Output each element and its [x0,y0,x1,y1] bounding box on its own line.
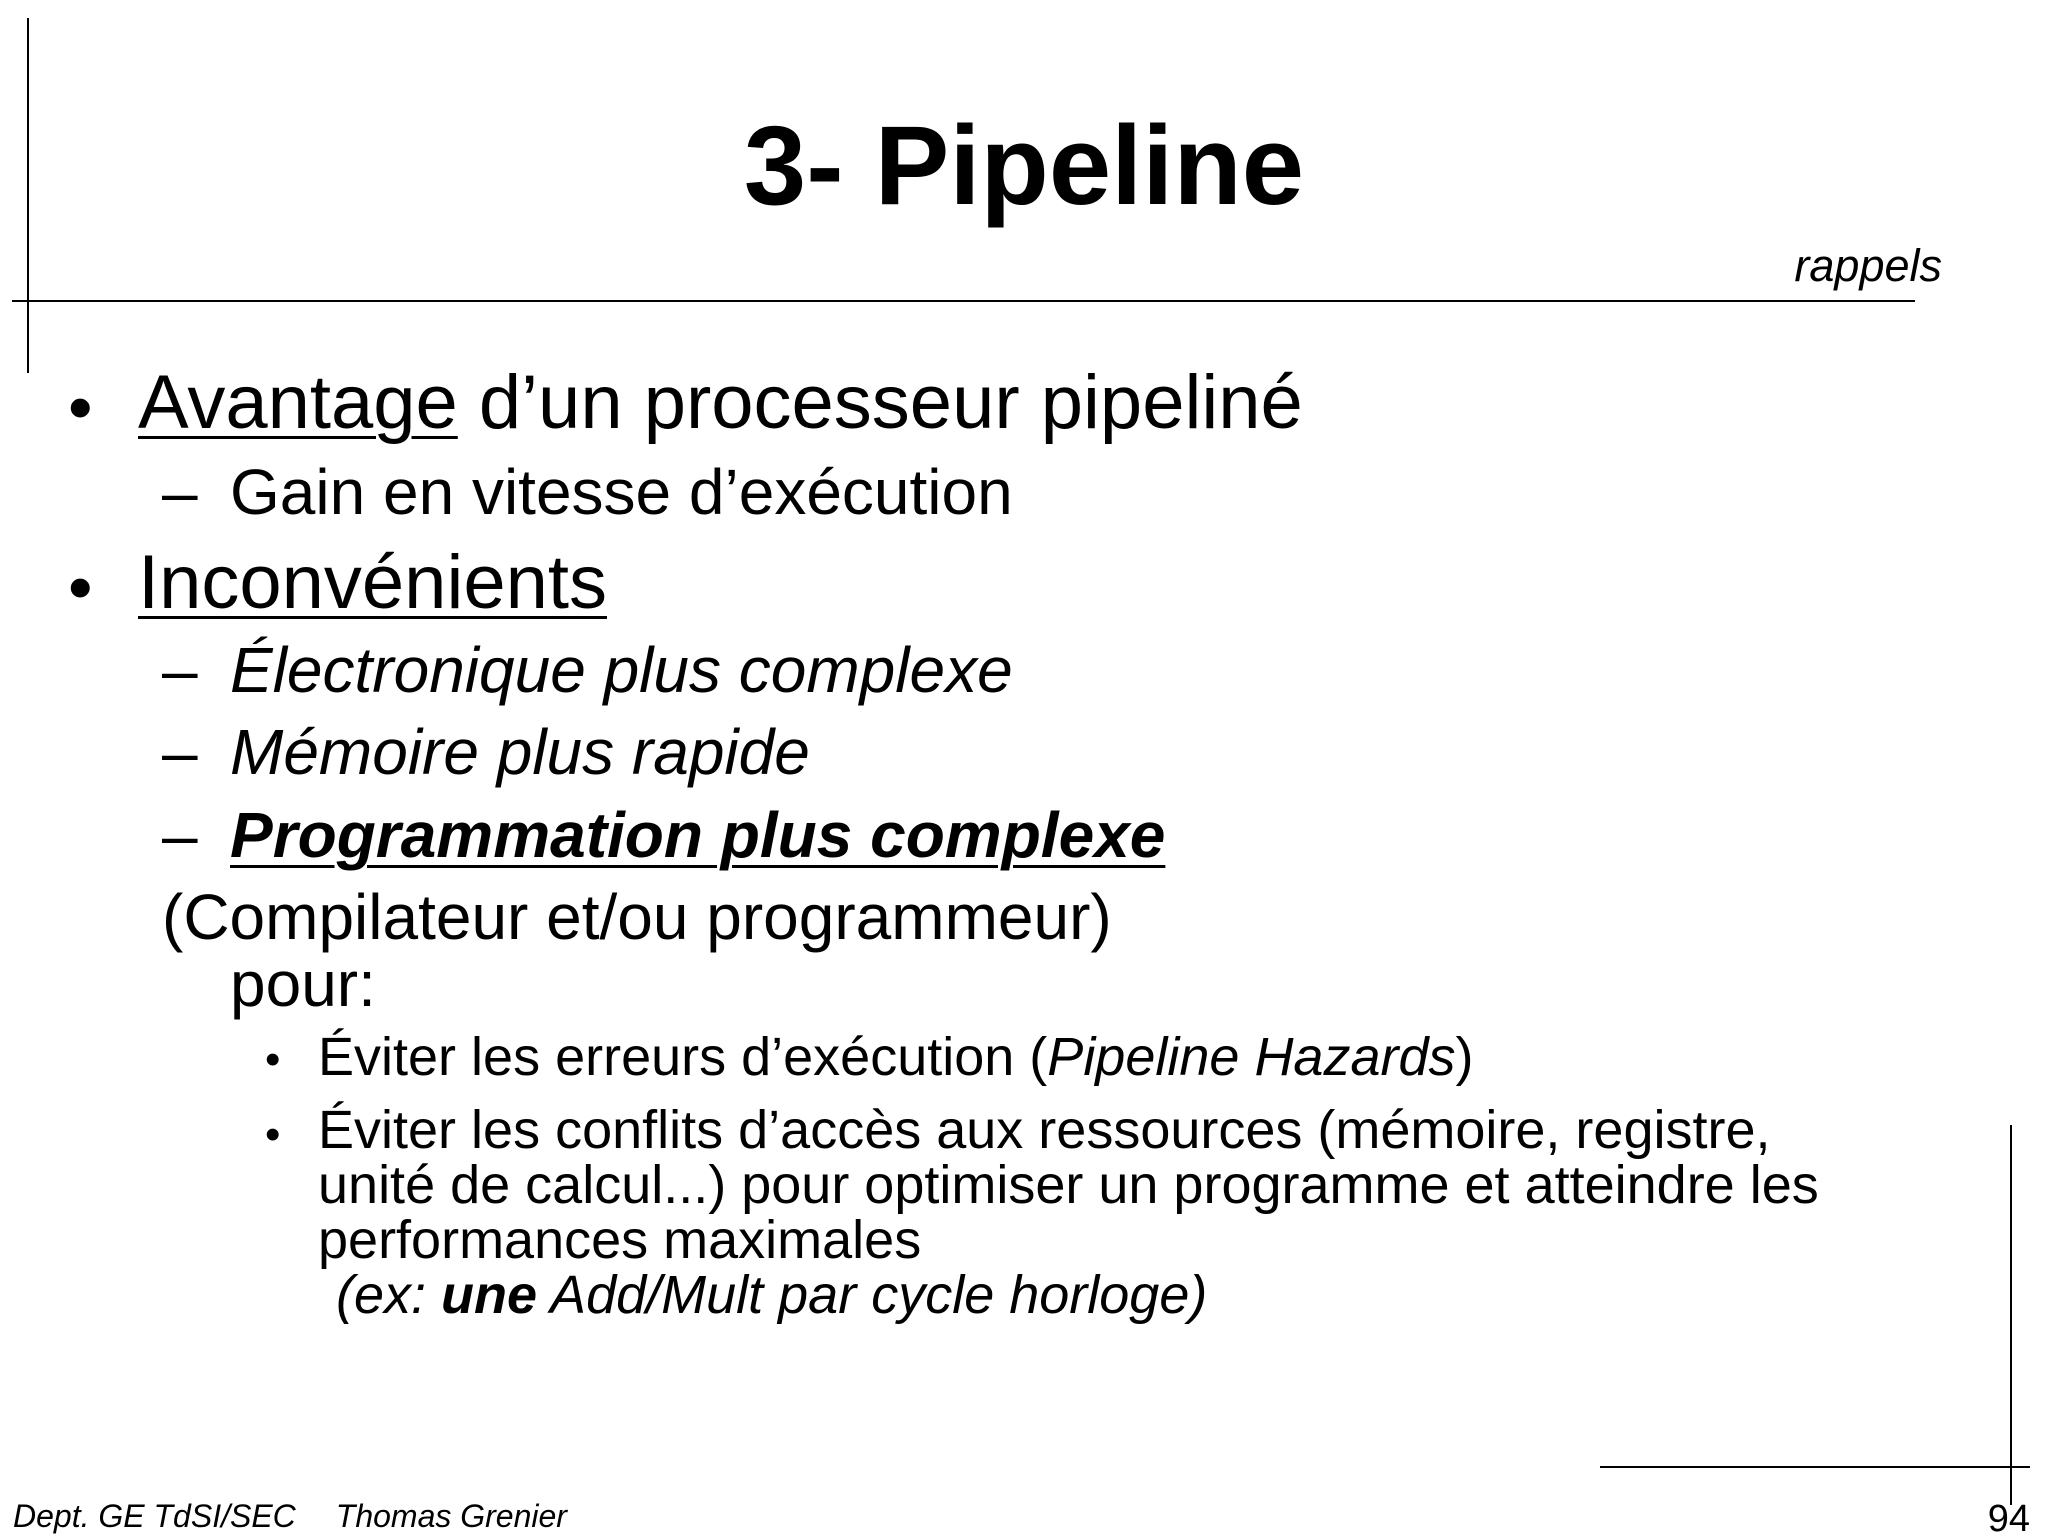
sub-item-text: ) [1455,1027,1474,1087]
page-number: 94 [1987,1498,2030,1540]
slide-subtitle: rappels [1794,240,1942,291]
advantage-heading-rest: d’un processeur pipeliné [457,360,1303,445]
dash-icon: – [162,716,198,788]
dash-icon: – [162,634,198,706]
header-rule [12,300,1915,302]
sub-item-hazards [318,1027,1474,1087]
sub-item-text: Éviter les erreurs d’exécution ( [318,1027,1048,1087]
example-text: Add/Mult par cycle horloge) [537,1265,1208,1325]
footer-department: Dept. GE TdSI/SEC [13,1498,296,1534]
note-line: pour: [230,948,376,1020]
footer [13,1500,567,1532]
note-line: (Compilateur et/ou programmeur) [162,881,1112,953]
advantage-heading-underlined: Avantage [138,360,458,445]
slide-title: 3- Pipeline [743,103,1305,228]
drawback-item: Électronique plus complexe [230,634,1013,706]
drawback-item: Mémoire plus rapide [230,716,810,788]
advantage-heading [138,360,1303,445]
sub-item-example [336,1265,1819,1325]
corner-rule-horizontal-bottom [1600,1466,2030,1468]
drawback-item-emphasis: Programmation plus complexe [230,799,1166,871]
drawbacks-heading: Inconvénients [138,540,607,625]
bullet-icon: • [265,1035,281,1084]
corner-rule-vertical-bottom [2010,1125,2012,1505]
sub-item-line: performances maximales [318,1210,922,1270]
footer-author: Thomas Grenier [335,1498,567,1534]
example-bold: une [441,1265,538,1325]
sub-item-conflicts [318,1100,1819,1325]
advantage-item: Gain en vitesse d’exécution [230,456,1013,528]
example-text: (ex: [336,1265,442,1325]
bullet-icon: • [68,368,93,446]
sub-item-line: unité de calcul...) pour optimiser un programme et atteindre les [318,1155,1819,1215]
sub-item-italic: Pipeline Hazards [1047,1027,1456,1087]
bullet-icon: • [68,548,93,626]
sub-item-line: Éviter les conflits d’accès aux ressources (mémoire, registre, [318,1100,1771,1160]
bullet-icon: • [265,1110,281,1159]
dash-icon: – [162,799,198,871]
dash-icon: – [162,456,198,528]
